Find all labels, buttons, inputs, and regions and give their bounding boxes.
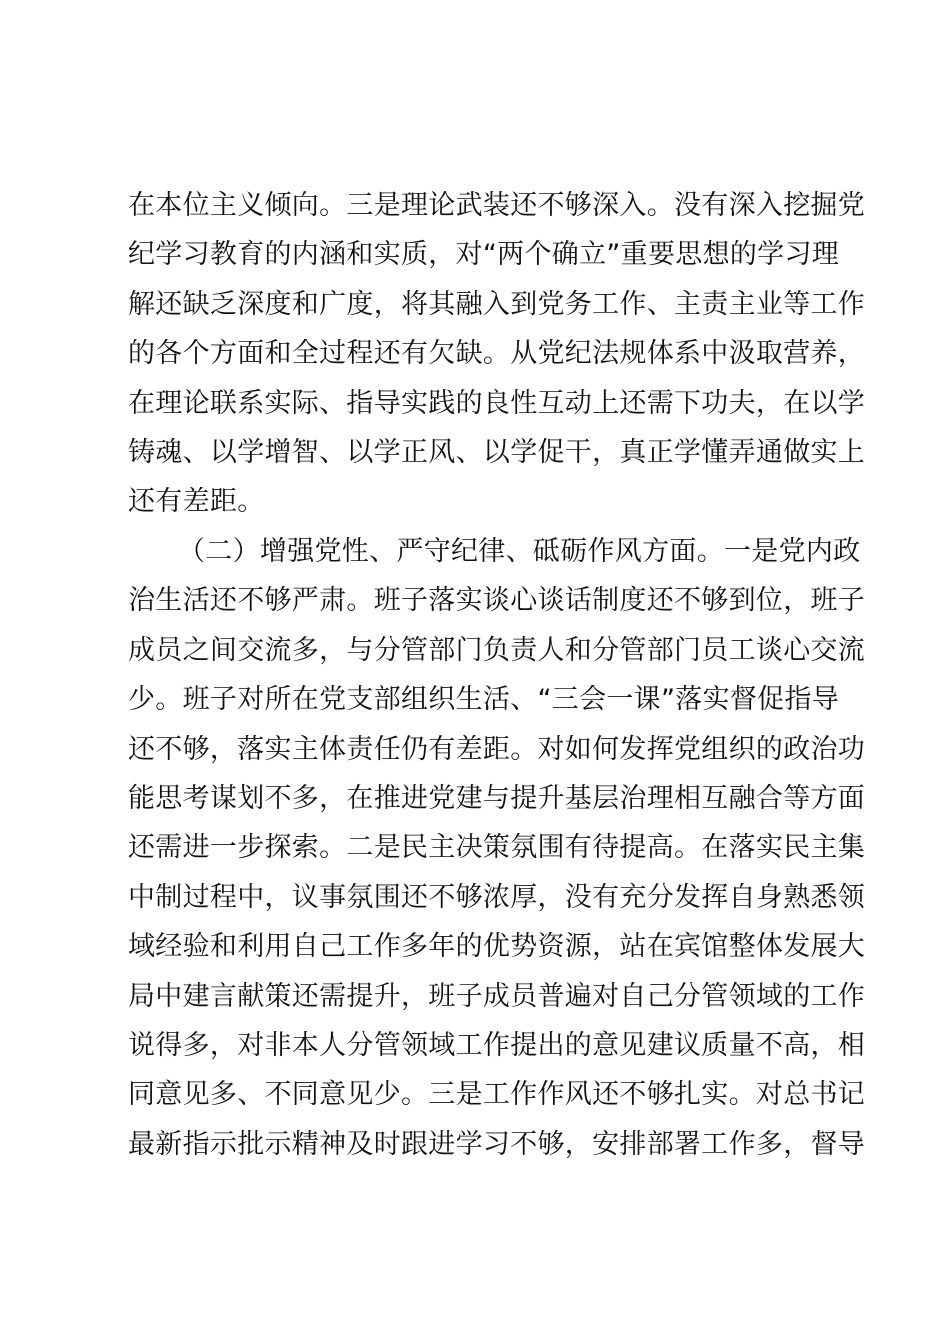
text-line: 铸魂、以学增智、以学正风、以学促干，真正学懂弄通做实上 [128,436,866,468]
text-line: 中制过程中，议事氛围还不够浓厚，没有充分发挥自身熟悉领 [128,881,866,913]
section-heading-line: （二）增强党性、严守纪律、砥砺作风方面。一是党内政 [178,536,861,567]
text-line: 说得多，对非本人分管领域工作提出的意见建议质量不高，相 [128,1029,866,1061]
text-line: 治生活还不够严肃。班子落实谈心谈话制度还不够到位，班子 [128,585,866,617]
text-line: 的各个方面和全过程还有欠缺。从党纪法规体系中汲取营养， [128,338,866,370]
text-line: 还有差距。 [128,486,265,518]
text-line: 能思考谋划不多，在推进党建与提升基层治理相互融合等方面 [128,782,866,814]
text-line: 同意见多、不同意见少。三是工作作风还不够扎实。对总书记 [128,1079,866,1111]
text-line: 成员之间交流多，与分管部门负责人和分管部门员工谈心交流 [128,634,866,666]
paragraph-continued [128,181,866,527]
paragraph-section-two [128,527,866,1169]
text-line: 局中建言献策还需提升，班子成员普遍对自己分管领域的工作 [128,980,866,1012]
text-line: 纪学习教育的内涵和实质，对“两个确立”重要思想的学习理 [128,239,840,271]
text-line: 少。班子对所在党支部组织生活、“三会一课”落实督促指导 [128,684,840,716]
text-line: 域经验和利用自己工作多年的优势资源，站在宾馆整体发展大 [128,931,866,963]
text-line: 在本位主义倾向。三是理论武装还不够深入。没有深入挖掘党 [128,190,866,221]
text-line: 最新指示批示精神及时跟进学习不够，安排部署工作多，督导 [128,1128,866,1160]
text-line: 在理论联系实际、指导实践的良性互动上还需下功夫，在以学 [128,387,866,419]
text-line: 解还缺乏深度和广度，将其融入到党务工作、主责主业等工作 [128,288,866,320]
text-line: 还不够，落实主体责任仍有差距。对如何发挥党组织的政治功 [128,733,866,765]
text-line: 还需进一步探索。二是民主决策氛围有待提高。在落实民主集 [128,832,866,864]
